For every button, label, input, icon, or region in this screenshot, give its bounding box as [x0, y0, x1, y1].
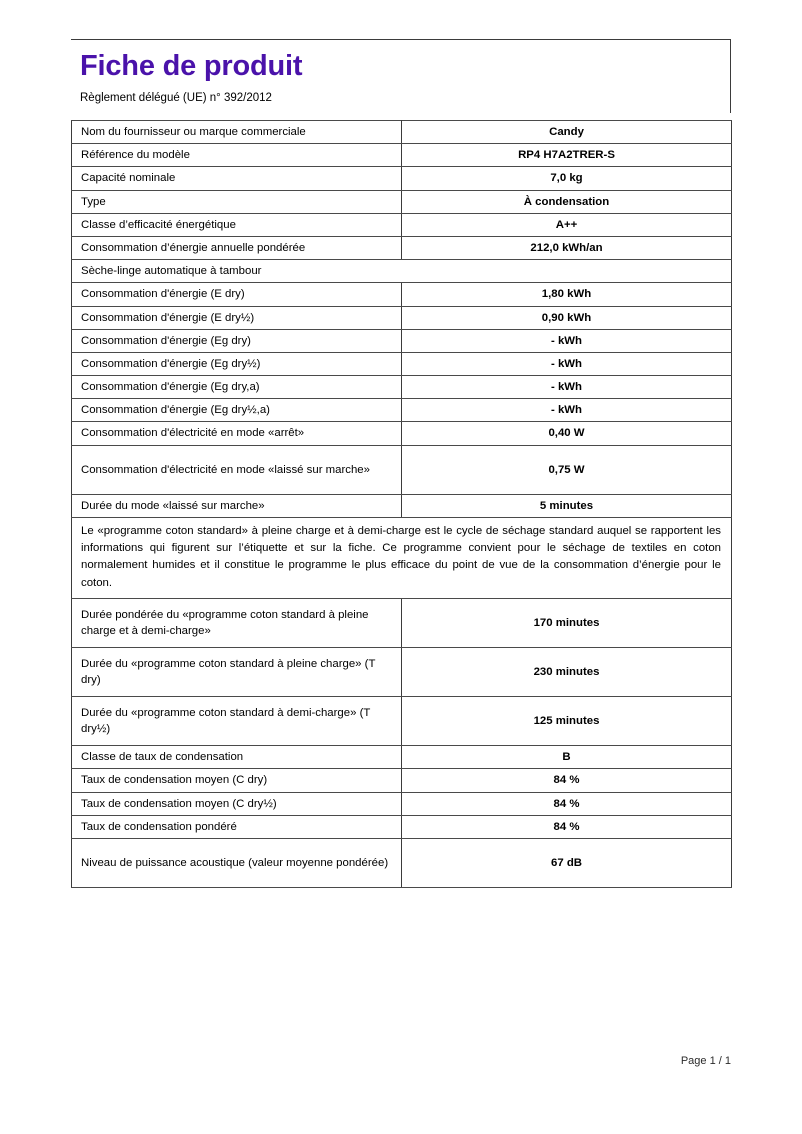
spec-label: Consommation d’énergie annuelle pondérée — [72, 236, 402, 259]
table-row — [72, 260, 732, 283]
spec-label: Durée du «programme coton standard à pleine charge» (T dry) — [72, 648, 402, 697]
table-row — [72, 236, 732, 259]
spec-value: 84 % — [402, 792, 732, 815]
spec-label: Taux de condensation moyen (C dry) — [72, 769, 402, 792]
table-row — [72, 213, 732, 236]
spec-value: 67 dB — [402, 838, 732, 887]
spec-value: 0,40 W — [402, 422, 732, 445]
spec-label: Consommation d'énergie (E dry½) — [72, 306, 402, 329]
section-heading-row: Sèche-linge automatique à tambour — [72, 260, 732, 283]
spec-label: Référence du modèle — [72, 144, 402, 167]
spec-label: Niveau de puissance acoustique (valeur moyenne pondérée) — [72, 838, 402, 887]
table-row — [72, 494, 732, 517]
spec-value: 1,80 kWh — [402, 283, 732, 306]
table-body — [72, 121, 732, 888]
spec-value: 170 minutes — [402, 599, 732, 648]
spec-label: Consommation d'électricité en mode «arrêt» — [72, 422, 402, 445]
table-row — [72, 517, 732, 598]
table-row — [72, 445, 732, 494]
spec-value: 230 minutes — [402, 648, 732, 697]
spec-label: Consommation d'énergie (Eg dry½,a) — [72, 399, 402, 422]
spec-value: 84 % — [402, 815, 732, 838]
spec-value: 125 minutes — [402, 697, 732, 746]
spec-value: RP4 H7A2TRER-S — [402, 144, 732, 167]
page-footer: Page 1 / 1 — [680, 1055, 731, 1067]
spec-value: 7,0 kg — [402, 167, 732, 190]
spec-label: Taux de condensation moyen (C dry½) — [72, 792, 402, 815]
table-row — [72, 815, 732, 838]
table-row — [72, 283, 732, 306]
table-row — [72, 167, 732, 190]
spec-label: Consommation d'énergie (Eg dry,a) — [72, 376, 402, 399]
table-row — [72, 697, 732, 746]
spec-value: Candy — [402, 121, 732, 144]
spec-label: Durée du mode «laissé sur marche» — [72, 494, 402, 517]
spec-value: À condensation — [402, 190, 732, 213]
spec-label: Consommation d'énergie (E dry) — [72, 283, 402, 306]
standard-programme-note: Le «programme coton standard» à pleine charge et à demi-charge est le cycle de séchage standard auquel se rapportent les informations qui figurent sur l’étiquette et sur la fiche. Ce programme convient pour le séchage de textiles en coton normalement humides et il constitue le programme le plus efficace du point de vue de la consommation d’énergie pour le coton. — [72, 517, 732, 598]
spec-value: 5 minutes — [402, 494, 732, 517]
spec-label: Taux de condensation pondéré — [72, 815, 402, 838]
table-row — [72, 399, 732, 422]
table-row — [72, 838, 732, 887]
spec-label: Consommation d'énergie (Eg dry) — [72, 329, 402, 352]
spec-value: 212,0 kWh/an — [402, 236, 732, 259]
spec-label: Capacité nominale — [72, 167, 402, 190]
spec-label: Nom du fournisseur ou marque commerciale — [72, 121, 402, 144]
spec-value: 0,75 W — [402, 445, 732, 494]
table-row — [72, 190, 732, 213]
spec-value: B — [402, 746, 732, 769]
spec-value: 0,90 kWh — [402, 306, 732, 329]
spec-value: - kWh — [402, 376, 732, 399]
spec-label: Classe de taux de condensation — [72, 746, 402, 769]
page-title: Fiche de produit — [80, 50, 303, 82]
document-header — [71, 39, 731, 113]
spec-label: Durée pondérée du «programme coton standard à pleine charge et à demi-charge» — [72, 599, 402, 648]
table-row — [72, 792, 732, 815]
table-row — [72, 352, 732, 375]
table-row — [72, 306, 732, 329]
spec-value: - kWh — [402, 399, 732, 422]
spec-value: 84 % — [402, 769, 732, 792]
spec-value: - kWh — [402, 329, 732, 352]
spec-label: Classe d’efficacité énergétique — [72, 213, 402, 236]
spec-label: Durée du «programme coton standard à demi-charge» (T dry½) — [72, 697, 402, 746]
table-row — [72, 599, 732, 648]
table-row — [72, 422, 732, 445]
regulation-reference: Règlement délégué (UE) n° 392/2012 — [80, 92, 272, 105]
table-row — [72, 376, 732, 399]
table-row — [72, 329, 732, 352]
table-row — [72, 769, 732, 792]
spec-value: - kWh — [402, 352, 732, 375]
product-spec-table — [71, 120, 732, 888]
table-row — [72, 144, 732, 167]
table-row — [72, 121, 732, 144]
spec-label: Consommation d'électricité en mode «laissé sur marche» — [72, 445, 402, 494]
spec-label: Type — [72, 190, 402, 213]
table-row — [72, 746, 732, 769]
spec-label: Consommation d'énergie (Eg dry½) — [72, 352, 402, 375]
table-row — [72, 648, 732, 697]
spec-value: A++ — [402, 213, 732, 236]
